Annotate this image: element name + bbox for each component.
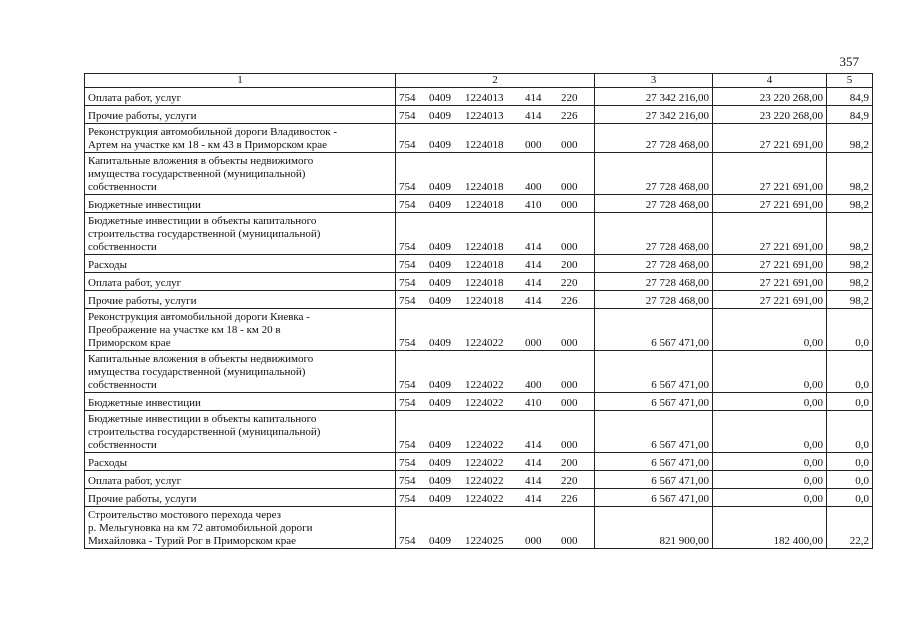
value-col-5: 0,0 [827, 471, 873, 489]
code-1: 754 [399, 379, 416, 391]
value-col-4: 0,00 [713, 411, 827, 453]
value-col-4: 0,00 [713, 471, 827, 489]
table-row [85, 411, 873, 453]
code-4: 400 [525, 379, 542, 391]
row-name [85, 291, 396, 309]
row-name-line: Прочие работы, услуги [88, 493, 197, 505]
row-name-line: собственности [88, 241, 157, 253]
value-col-3: 27 728 468,00 [595, 291, 713, 309]
code-3: 1224018 [465, 199, 504, 211]
code-1: 754 [399, 397, 416, 409]
code-4: 000 [525, 337, 542, 349]
table-row [85, 507, 873, 549]
code-3: 1224018 [465, 277, 504, 289]
code-4: 000 [525, 535, 542, 547]
value-col-5: 0,0 [827, 309, 873, 351]
code-4: 400 [525, 181, 542, 193]
code-2: 0409 [429, 199, 451, 211]
code-5: 000 [561, 199, 578, 211]
code-2: 0409 [429, 139, 451, 151]
code-2: 0409 [429, 110, 451, 122]
code-5: 000 [561, 439, 578, 451]
value-col-3: 27 728 468,00 [595, 153, 713, 195]
row-name-line: Оплата работ, услуг [88, 475, 182, 487]
code-5: 226 [561, 295, 578, 307]
code-3: 1224022 [465, 493, 504, 505]
row-name [85, 153, 396, 195]
value-col-5: 98,2 [827, 291, 873, 309]
row-name [85, 273, 396, 291]
value-col-5: 98,2 [827, 255, 873, 273]
header-row [85, 74, 873, 88]
table-row [85, 291, 873, 309]
code-4: 414 [525, 92, 542, 104]
code-3: 1224022 [465, 337, 504, 349]
value-col-3: 27 728 468,00 [595, 195, 713, 213]
code-3: 1224018 [465, 181, 504, 193]
value-col-5: 98,2 [827, 195, 873, 213]
code-5: 000 [561, 181, 578, 193]
code-2: 0409 [429, 181, 451, 193]
value-col-5: 98,2 [827, 273, 873, 291]
row-codes [396, 291, 595, 309]
row-codes [396, 124, 595, 153]
table-row [85, 273, 873, 291]
value-col-4: 182 400,00 [713, 507, 827, 549]
row-codes [396, 351, 595, 393]
code-5: 200 [561, 457, 578, 469]
value-col-5: 0,0 [827, 411, 873, 453]
row-name [85, 106, 396, 124]
value-col-5: 98,2 [827, 153, 873, 195]
value-col-4: 27 221 691,00 [713, 273, 827, 291]
value-col-3: 6 567 471,00 [595, 453, 713, 471]
value-col-3: 6 567 471,00 [595, 351, 713, 393]
row-name-line: Капитальные вложения в объекты недвижимого [88, 353, 314, 365]
code-2: 0409 [429, 493, 451, 505]
code-3: 1224013 [465, 110, 504, 122]
row-name [85, 453, 396, 471]
row-codes [396, 255, 595, 273]
code-4: 414 [525, 475, 542, 487]
value-col-4: 27 221 691,00 [713, 213, 827, 255]
code-4: 414 [525, 241, 542, 253]
code-2: 0409 [429, 439, 451, 451]
code-1: 754 [399, 475, 416, 487]
header-col-1: 1 [85, 74, 396, 88]
row-name-line: Оплата работ, услуг [88, 92, 182, 104]
value-col-3: 6 567 471,00 [595, 471, 713, 489]
row-codes [396, 153, 595, 195]
value-col-4: 27 221 691,00 [713, 153, 827, 195]
row-name-line: р. Мельгуновка на км 72 автомобильной дороги [88, 522, 313, 534]
table-row [85, 124, 873, 153]
code-1: 754 [399, 337, 416, 349]
code-2: 0409 [429, 475, 451, 487]
code-3: 1224025 [465, 535, 504, 547]
code-4: 410 [525, 199, 542, 211]
row-name-line: Бюджетные инвестиции [88, 199, 201, 211]
table-row [85, 106, 873, 124]
code-2: 0409 [429, 337, 451, 349]
code-3: 1224022 [465, 475, 504, 487]
row-name-line: собственности [88, 439, 157, 451]
row-name [85, 507, 396, 549]
code-1: 754 [399, 199, 416, 211]
code-5: 220 [561, 92, 578, 104]
value-col-3: 27 342 216,00 [595, 88, 713, 106]
row-name-line: имущества государственной (муниципальной) [88, 366, 306, 378]
code-2: 0409 [429, 241, 451, 253]
table-row [85, 351, 873, 393]
value-col-4: 23 220 268,00 [713, 88, 827, 106]
code-3: 1224018 [465, 295, 504, 307]
header-col-3: 3 [595, 74, 713, 88]
code-5: 000 [561, 139, 578, 151]
row-name-line: Расходы [88, 259, 127, 271]
row-name-line: строительства государственной (муниципальной) [88, 426, 321, 438]
table-row [85, 393, 873, 411]
row-codes [396, 195, 595, 213]
row-codes [396, 393, 595, 411]
code-1: 754 [399, 139, 416, 151]
code-3: 1224018 [465, 241, 504, 253]
code-1: 754 [399, 277, 416, 289]
row-codes [396, 273, 595, 291]
value-col-5: 0,0 [827, 489, 873, 507]
value-col-3: 27 728 468,00 [595, 255, 713, 273]
value-col-4: 0,00 [713, 453, 827, 471]
row-name-line: Бюджетные инвестиции в объекты капитального [88, 215, 317, 227]
table-row [85, 489, 873, 507]
code-3: 1224018 [465, 259, 504, 271]
code-1: 754 [399, 295, 416, 307]
value-col-4: 23 220 268,00 [713, 106, 827, 124]
code-1: 754 [399, 92, 416, 104]
value-col-3: 821 900,00 [595, 507, 713, 549]
code-5: 000 [561, 535, 578, 547]
row-codes [396, 471, 595, 489]
code-2: 0409 [429, 295, 451, 307]
code-5: 220 [561, 475, 578, 487]
code-3: 1224022 [465, 457, 504, 469]
value-col-3: 6 567 471,00 [595, 489, 713, 507]
code-4: 414 [525, 493, 542, 505]
value-col-5: 98,2 [827, 213, 873, 255]
code-3: 1224018 [465, 139, 504, 151]
row-name-line: Артем на участке км 18 - км 43 в Приморском крае [88, 139, 328, 151]
code-3: 1224022 [465, 397, 504, 409]
row-name-line: Бюджетные инвестиции в объекты капитального [88, 413, 317, 425]
row-name [85, 213, 396, 255]
value-col-5: 84,9 [827, 88, 873, 106]
page-number: 357 [839, 54, 859, 69]
code-4: 414 [525, 277, 542, 289]
row-name-line: Преображение на участке км 18 - км 20 в [88, 324, 281, 336]
row-name-line: Реконструкция автомобильной дороги Владивосток - [88, 126, 337, 138]
row-name-line: собственности [88, 379, 157, 391]
code-5: 000 [561, 397, 578, 409]
code-1: 754 [399, 493, 416, 505]
value-col-4: 0,00 [713, 309, 827, 351]
table-row [85, 471, 873, 489]
code-3: 1224013 [465, 92, 504, 104]
value-col-5: 0,0 [827, 453, 873, 471]
code-1: 754 [399, 259, 416, 271]
code-4: 000 [525, 139, 542, 151]
row-name-line: Михайловка - Турий Рог в Приморском крае [88, 535, 297, 547]
row-name-line: Строительство мостового перехода через [88, 509, 281, 521]
row-name-line: собственности [88, 181, 157, 193]
value-col-3: 6 567 471,00 [595, 411, 713, 453]
value-col-5: 22,2 [827, 507, 873, 549]
row-codes [396, 213, 595, 255]
value-col-5: 0,0 [827, 393, 873, 411]
code-5: 200 [561, 259, 578, 271]
value-col-3: 6 567 471,00 [595, 309, 713, 351]
value-col-3: 27 342 216,00 [595, 106, 713, 124]
value-col-4: 0,00 [713, 489, 827, 507]
value-col-3: 6 567 471,00 [595, 393, 713, 411]
code-1: 754 [399, 535, 416, 547]
code-5: 000 [561, 241, 578, 253]
code-2: 0409 [429, 397, 451, 409]
code-1: 754 [399, 457, 416, 469]
value-col-3: 27 728 468,00 [595, 273, 713, 291]
row-codes [396, 309, 595, 351]
table-row [85, 309, 873, 351]
value-col-4: 27 221 691,00 [713, 291, 827, 309]
value-col-5: 84,9 [827, 106, 873, 124]
code-1: 754 [399, 181, 416, 193]
row-name-line: имущества государственной (муниципальной) [88, 168, 306, 180]
code-3: 1224022 [465, 379, 504, 391]
code-2: 0409 [429, 92, 451, 104]
code-5: 220 [561, 277, 578, 289]
row-name [85, 489, 396, 507]
value-col-5: 0,0 [827, 351, 873, 393]
table-row [85, 453, 873, 471]
row-name [85, 309, 396, 351]
code-5: 000 [561, 379, 578, 391]
row-codes [396, 489, 595, 507]
row-codes [396, 106, 595, 124]
row-name [85, 393, 396, 411]
row-codes [396, 453, 595, 471]
code-2: 0409 [429, 457, 451, 469]
code-2: 0409 [429, 259, 451, 271]
code-4: 414 [525, 259, 542, 271]
value-col-4: 27 221 691,00 [713, 124, 827, 153]
budget-table [84, 73, 873, 549]
code-4: 410 [525, 397, 542, 409]
value-col-4: 0,00 [713, 393, 827, 411]
code-4: 414 [525, 439, 542, 451]
row-codes [396, 507, 595, 549]
value-col-3: 27 728 468,00 [595, 124, 713, 153]
code-5: 000 [561, 337, 578, 349]
row-name [85, 195, 396, 213]
row-name [85, 351, 396, 393]
table-row [85, 153, 873, 195]
table-row [85, 213, 873, 255]
code-4: 414 [525, 457, 542, 469]
value-col-4: 0,00 [713, 351, 827, 393]
row-name-line: Приморском крае [88, 337, 171, 349]
table-row [85, 195, 873, 213]
header-col-2: 2 [396, 74, 595, 88]
value-col-4: 27 221 691,00 [713, 195, 827, 213]
value-col-5: 98,2 [827, 124, 873, 153]
row-name [85, 124, 396, 153]
code-1: 754 [399, 241, 416, 253]
row-name-line: Расходы [88, 457, 127, 469]
value-col-3: 27 728 468,00 [595, 213, 713, 255]
row-name [85, 255, 396, 273]
row-name-line: Прочие работы, услуги [88, 295, 197, 307]
code-4: 414 [525, 295, 542, 307]
value-col-4: 27 221 691,00 [713, 255, 827, 273]
table-row [85, 88, 873, 106]
header-col-4: 4 [713, 74, 827, 88]
code-5: 226 [561, 493, 578, 505]
code-5: 226 [561, 110, 578, 122]
code-1: 754 [399, 110, 416, 122]
code-2: 0409 [429, 379, 451, 391]
code-4: 414 [525, 110, 542, 122]
row-name-line: строительства государственной (муниципальной) [88, 228, 321, 240]
row-name-line: Прочие работы, услуги [88, 110, 197, 122]
row-name-line: Бюджетные инвестиции [88, 397, 201, 409]
row-name [85, 471, 396, 489]
table-body [85, 74, 873, 549]
row-name [85, 88, 396, 106]
code-2: 0409 [429, 535, 451, 547]
row-name-line: Оплата работ, услуг [88, 277, 182, 289]
row-name-line: Капитальные вложения в объекты недвижимого [88, 155, 314, 167]
code-3: 1224022 [465, 439, 504, 451]
code-2: 0409 [429, 277, 451, 289]
table-row [85, 255, 873, 273]
header-col-5: 5 [827, 74, 873, 88]
code-1: 754 [399, 439, 416, 451]
row-name-line: Реконструкция автомобильной дороги Киевка - [88, 311, 310, 323]
row-codes [396, 411, 595, 453]
row-codes [396, 88, 595, 106]
row-name [85, 411, 396, 453]
